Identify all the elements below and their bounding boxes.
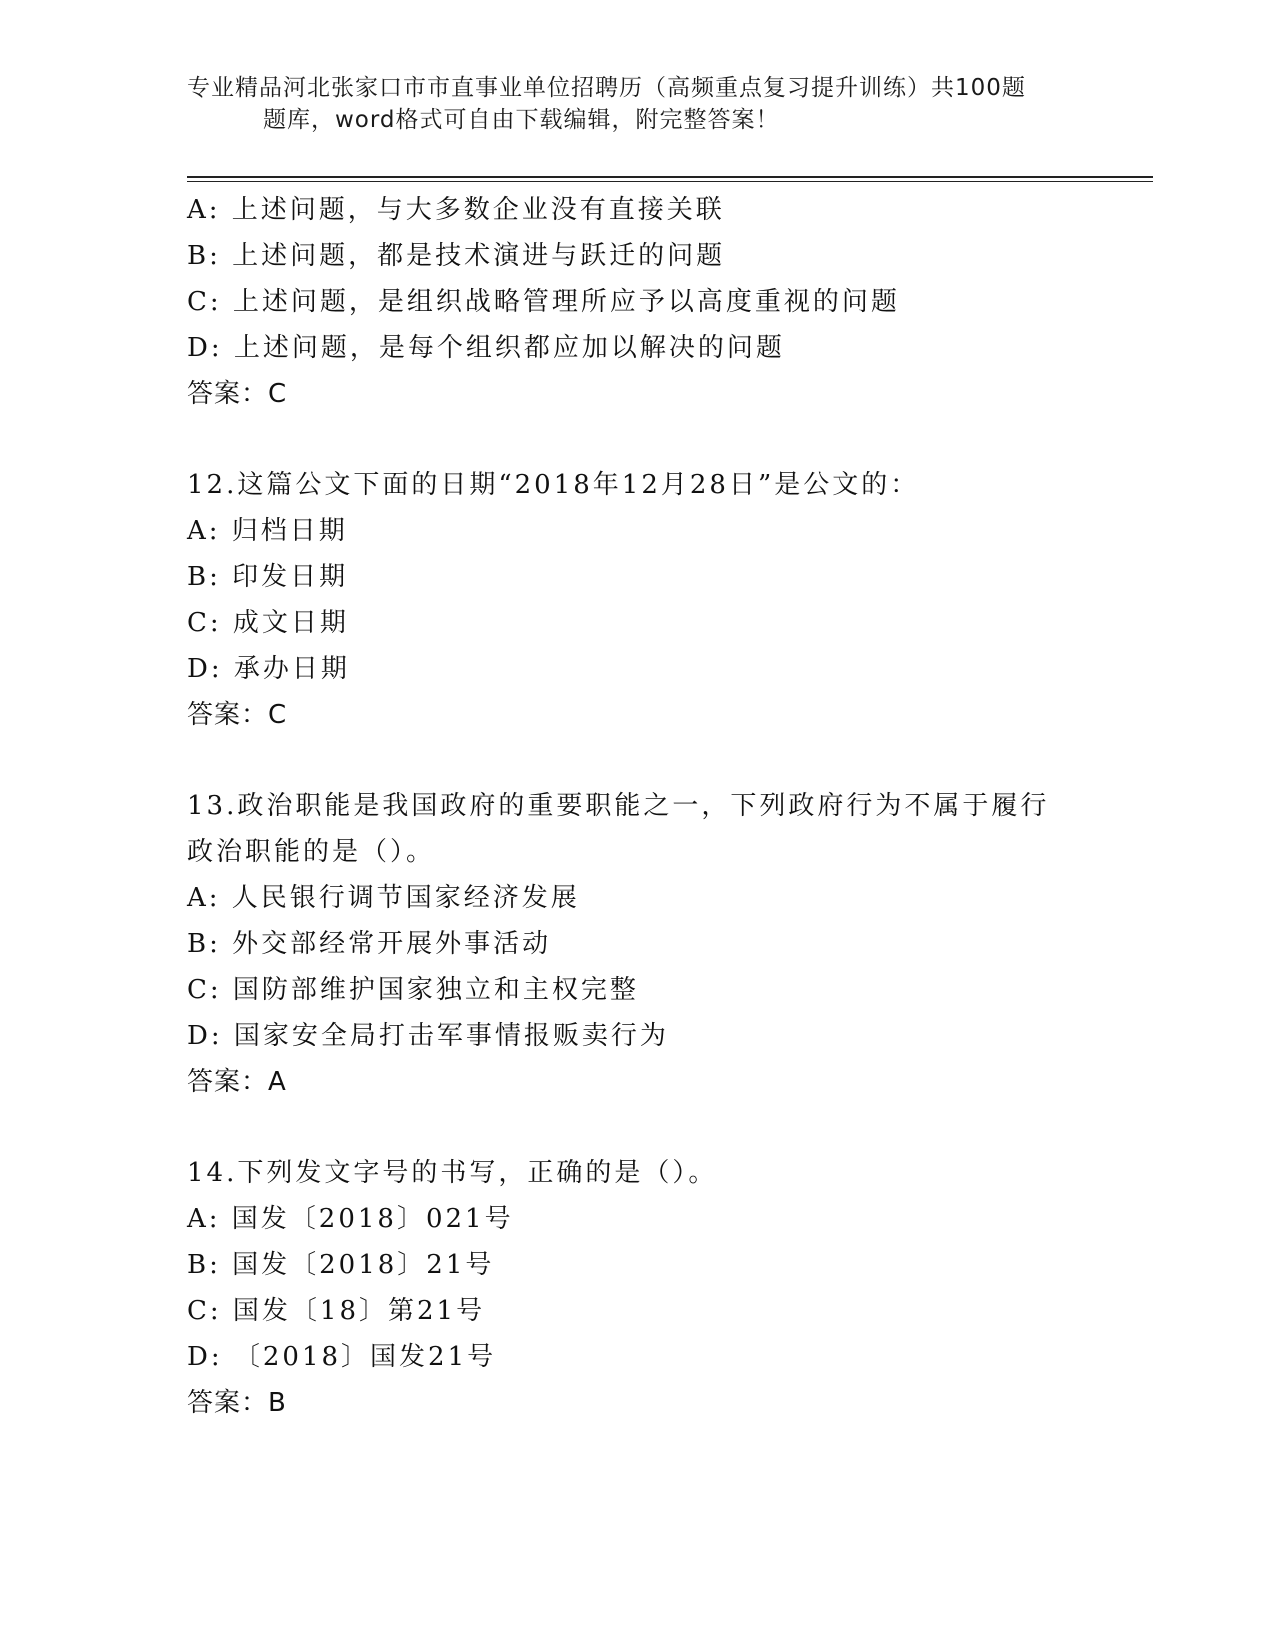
answer-line: 答案：A: [187, 1067, 287, 1097]
question-14-block: [187, 1150, 1087, 1426]
header-title-line-1: 专业精品河北张家口市市直事业单位招聘历（高频重点复习提升训练）共100题: [187, 75, 1026, 101]
answer-line: 答案：C: [187, 379, 288, 409]
option-b: B: 外交部经常开展外事活动: [187, 929, 552, 959]
option-d: D: 上述问题，是每个组织都应加以解决的问题: [187, 333, 785, 363]
header-title-line-2: 题库，word格式可自由下载编辑，附完整答案！: [263, 107, 780, 133]
document-header: [187, 72, 1087, 136]
question-text: 13.政治职能是我国政府的重要职能之一，下列政府行为不属于履行政治职能的是（）。: [187, 791, 1050, 867]
option-d: D: 国家安全局打击军事情报贩卖行为: [187, 1021, 669, 1051]
option-c: C: 国发〔18〕第21号: [187, 1296, 486, 1326]
question-text: 12.这篇公文下面的日期“2018年12月28日”是公文的：: [187, 470, 920, 500]
option-c: C: 上述问题，是组织战略管理所应予以高度重视的问题: [187, 287, 900, 317]
option-a: A: 上述问题，与大多数企业没有直接关联: [187, 195, 725, 225]
header-rule-thin: [187, 181, 1153, 182]
question-text: 14.下列发文字号的书写，正确的是（）。: [187, 1158, 718, 1188]
question-11-block: [187, 187, 1087, 417]
option-d: D: 承办日期: [187, 654, 350, 684]
question-12-block: [187, 462, 1087, 738]
option-c: C: 国防部维护国家独立和主权完整: [187, 975, 639, 1005]
spacer: [187, 738, 1087, 783]
header-rule-thick: [187, 176, 1153, 178]
option-a: A: 国发〔2018〕021号: [187, 1204, 514, 1234]
option-d: D: 〔2018〕国发21号: [187, 1342, 497, 1372]
option-c: C: 成文日期: [187, 608, 349, 638]
option-b: B: 印发日期: [187, 562, 349, 592]
answer-line: 答案：B: [187, 1388, 287, 1418]
option-a: A: 人民银行调节国家经济发展: [187, 883, 580, 913]
option-b: B: 国发〔2018〕21号: [187, 1250, 495, 1280]
option-b: B: 上述问题，都是技术演进与跃迁的问题: [187, 241, 726, 271]
spacer: [187, 417, 1087, 462]
question-list: [187, 187, 1087, 1426]
answer-line: 答案：C: [187, 700, 288, 730]
option-a: A: 归档日期: [187, 516, 348, 546]
question-13-block: [187, 783, 1087, 1105]
spacer: [187, 1105, 1087, 1150]
